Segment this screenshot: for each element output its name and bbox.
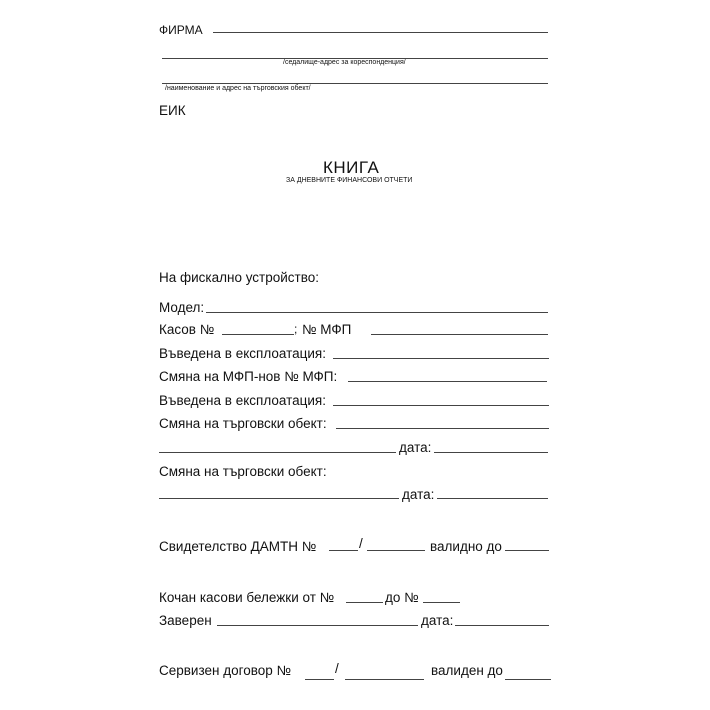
shop-change2-line[interactable] (159, 498, 399, 499)
receipts-to-line[interactable] (423, 602, 460, 603)
mfp-line[interactable] (371, 334, 548, 335)
hq-line[interactable] (162, 58, 548, 59)
model-line[interactable] (206, 312, 548, 313)
date-label-3: дата: (421, 613, 454, 628)
commissioned-line[interactable] (333, 358, 549, 359)
register-no-label: Касов № (159, 322, 215, 337)
date-line-1[interactable] (434, 452, 548, 453)
book-title: КНИГА (323, 158, 380, 177)
receipts-from-line[interactable] (346, 602, 383, 603)
certificate-no-line[interactable] (329, 550, 358, 551)
shop-caption: /наименование и адрес на търговския обект/ (165, 85, 311, 92)
firm-label: ФИРМА (159, 23, 203, 37)
shop-change-label: Смяна на търговски обект: (159, 416, 327, 431)
service-valid-label: валиден до (431, 663, 503, 678)
service-year-line[interactable] (345, 679, 424, 680)
service-no-line[interactable] (305, 679, 334, 680)
model-label: Модел: (159, 300, 205, 315)
certificate-year-line[interactable] (367, 550, 425, 551)
certified-label: Заверен (159, 613, 212, 628)
register-no-line[interactable] (222, 334, 294, 335)
certificate-label: Свидетелство ДАМТН № (159, 539, 317, 554)
service-label: Сервизен договор № (159, 663, 292, 678)
receipts-to-label: до № (385, 590, 419, 605)
shop-change2-label: Смяна на търговски обект: (159, 464, 327, 479)
shop-change-continuation-line[interactable] (159, 452, 396, 453)
valid-until-line[interactable] (505, 550, 549, 551)
receipts-label: Кочан касови бележки от № (159, 590, 335, 605)
mfp-label: № МФП (302, 322, 352, 337)
book-subtitle: ЗА ДНЕВНИТЕ ФИНАНСОВИ ОТЧЕТИ (286, 177, 413, 184)
valid-until-label: валидно до (430, 539, 502, 554)
certified-line[interactable] (217, 625, 418, 626)
service-slash: / (335, 661, 339, 676)
mfp-change-line[interactable] (348, 381, 547, 382)
commissioned2-line[interactable] (333, 405, 549, 406)
commissioned-label: Въведена в експлоатация: (159, 346, 326, 361)
eik-label: ЕИК (159, 103, 186, 118)
certificate-slash: / (359, 536, 363, 551)
separator: ; (294, 322, 298, 336)
shop-change-line[interactable] (336, 428, 549, 429)
service-valid-line[interactable] (505, 679, 551, 680)
date-label-1: дата: (399, 440, 432, 455)
hq-caption: /седалище-адрес за кореспонденция/ (283, 59, 406, 66)
shop-line[interactable] (162, 83, 548, 84)
section-heading: На фискално устройство: (159, 270, 320, 285)
date-line-3[interactable] (455, 625, 549, 626)
mfp-change-label: Смяна на МФП-нов № МФП: (159, 369, 338, 384)
date-label-2: дата: (402, 487, 435, 502)
date-line-2[interactable] (437, 498, 548, 499)
firm-line[interactable] (213, 32, 548, 33)
commissioned2-label: Въведена в експлоатация: (159, 393, 326, 408)
